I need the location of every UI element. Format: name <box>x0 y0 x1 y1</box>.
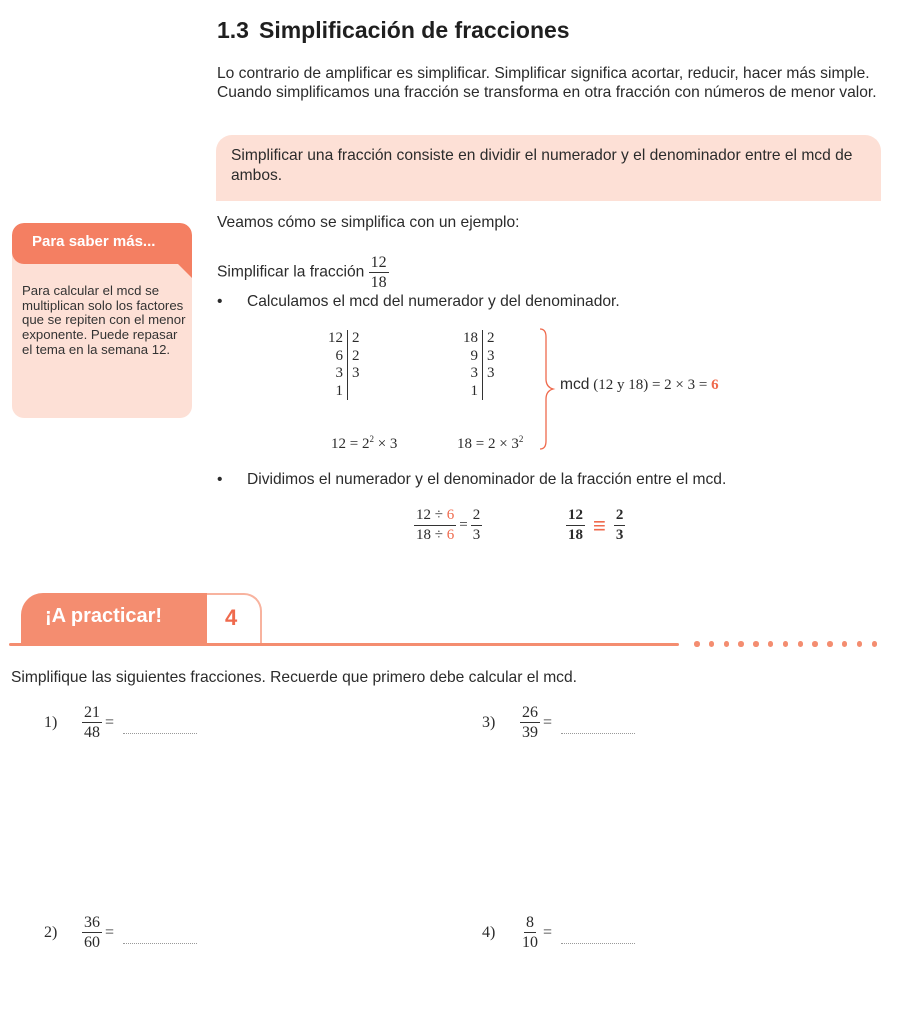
equivalence-equation <box>566 507 625 544</box>
section-number: 1.3 <box>217 17 249 43</box>
numerator: 12 <box>566 507 585 526</box>
example-statement <box>217 254 389 291</box>
dividend: 1 <box>456 383 483 401</box>
dividend: 3 <box>321 365 348 383</box>
answer-blank[interactable] <box>561 942 635 944</box>
practice-header-tab <box>21 593 209 645</box>
divisor: 2 <box>352 347 360 364</box>
exercise-fraction <box>82 704 102 741</box>
original-fraction <box>566 507 585 544</box>
divisor <box>348 383 366 401</box>
right-brace-icon <box>538 327 558 451</box>
section-title <box>217 17 570 44</box>
dividend: 12 <box>321 330 348 348</box>
exercise-fraction <box>520 704 540 741</box>
divisor: 3 <box>487 347 495 364</box>
denominator: 18 ÷ <box>416 527 447 543</box>
dividend: 3 <box>456 365 483 383</box>
equals-sign: = <box>105 923 115 941</box>
mcd-divisor: 6 <box>446 527 455 543</box>
decomposition-12 <box>331 434 397 453</box>
numerator: 2 <box>614 507 626 526</box>
equals-sign: = <box>543 923 553 941</box>
decomp-base: 18 = 2 × 3 <box>457 436 519 452</box>
divisor: 2 <box>487 330 495 346</box>
note-fold-decoration <box>178 264 192 278</box>
sidebar-note <box>12 223 192 418</box>
definition-box <box>216 135 881 201</box>
numerator: 12 ÷ <box>416 507 447 523</box>
simplified-fraction <box>614 507 626 544</box>
example-label: Simplificar la fracción <box>217 263 365 281</box>
dividend: 18 <box>456 330 483 348</box>
definition-text: Simplificar una fracción consiste en dividir el numerador y el denominador entre el mcd de ambos. <box>231 147 853 184</box>
sidebar-note-title: Para saber más... <box>32 233 156 250</box>
mcd-expression: (12 y 18) = 2 × 3 = <box>589 377 712 393</box>
divisor: 2 <box>352 330 360 346</box>
bullet-icon: • <box>217 471 223 488</box>
answer-blank[interactable] <box>123 732 197 734</box>
intro-paragraph: Lo contrario de amplificar es simplificar. Simplificar significa acortar, reducir, hacer más simple. Cuando simplificamos una fracción se transforma en otra fracción con números de menor valor. <box>217 65 877 101</box>
denominator: 18 <box>370 274 387 291</box>
exercise-4 <box>482 914 635 951</box>
step-2 <box>217 471 726 489</box>
practice-divider <box>9 643 679 646</box>
denominator: 10 <box>522 934 538 951</box>
equals-sign: = <box>459 517 468 533</box>
numerator: 8 <box>526 914 534 931</box>
step-1-text: Calculamos el mcd del numerador y del denominador. <box>247 293 620 310</box>
denominator: 48 <box>84 724 100 741</box>
factor-table-12 <box>321 330 366 400</box>
mcd-label: mcd <box>560 376 590 393</box>
numerator: 21 <box>84 704 100 721</box>
denominator: 18 <box>568 527 583 543</box>
numerator: 26 <box>522 704 538 721</box>
exponent: 2 <box>518 434 524 444</box>
dividend: 1 <box>321 383 348 401</box>
sidebar-note-header <box>12 223 192 264</box>
denominator: 3 <box>472 527 481 543</box>
practice-title: ¡A practicar! <box>45 605 163 627</box>
dividend: 9 <box>456 348 483 366</box>
mcd-result <box>560 376 719 394</box>
decomp-rest: × 3 <box>373 436 398 452</box>
denominator: 39 <box>522 724 538 741</box>
mcd-value: 6 <box>711 377 719 393</box>
example-fraction <box>369 254 389 291</box>
divisor: 3 <box>487 365 495 381</box>
dividend: 6 <box>321 348 348 366</box>
decomp-base: 12 = 2 <box>331 436 370 452</box>
step-2-text: Dividimos el numerador y el denominador de la fracción entre el mcd. <box>247 471 727 488</box>
exercise-label: 2) <box>44 923 58 941</box>
equals-sign: = <box>105 713 115 731</box>
practice-instructions: Simplifique las siguientes fracciones. Recuerde que primero debe calcular el mcd. <box>11 669 577 686</box>
numerator: 2 <box>471 507 483 526</box>
decomposition-18 <box>457 434 523 453</box>
sidebar-note-text: Para calcular el mcd se multiplican solo los factores que se repiten con el menor exponente. Puede repasar el tema en la semana 12. <box>22 283 186 357</box>
numerator: 12 <box>370 254 387 271</box>
exercise-label: 1) <box>44 713 58 731</box>
result-fraction <box>471 507 483 544</box>
exercise-label: 4) <box>482 923 496 941</box>
numerator: 36 <box>84 914 100 931</box>
exercise-1 <box>44 704 197 741</box>
example-intro: Veamos cómo se simplifica con un ejemplo: <box>217 214 520 231</box>
divisor: 3 <box>352 365 360 381</box>
practice-number-tab <box>207 593 262 645</box>
exercise-2 <box>44 914 197 951</box>
answer-blank[interactable] <box>561 732 635 734</box>
section-title-text: Simplificación de fracciones <box>258 17 570 43</box>
equivalence-icon: ≡ <box>593 512 606 538</box>
exponent: 2 <box>369 434 374 444</box>
denominator: 3 <box>615 527 624 543</box>
division-equation <box>414 507 482 544</box>
divisor <box>483 383 501 401</box>
exercise-fraction <box>520 914 540 951</box>
step-1 <box>217 293 620 311</box>
exercise-label: 3) <box>482 713 496 731</box>
divided-fraction <box>414 507 456 544</box>
mcd-divisor: 6 <box>446 507 455 523</box>
answer-blank[interactable] <box>123 942 197 944</box>
exercise-fraction <box>82 914 102 951</box>
equals-sign: = <box>543 713 553 731</box>
practice-number: 4 <box>225 605 238 630</box>
dotted-divider <box>694 641 877 647</box>
exercise-3 <box>482 704 635 741</box>
bullet-icon: • <box>217 293 223 310</box>
factor-table-18 <box>456 330 501 400</box>
denominator: 60 <box>84 934 100 951</box>
